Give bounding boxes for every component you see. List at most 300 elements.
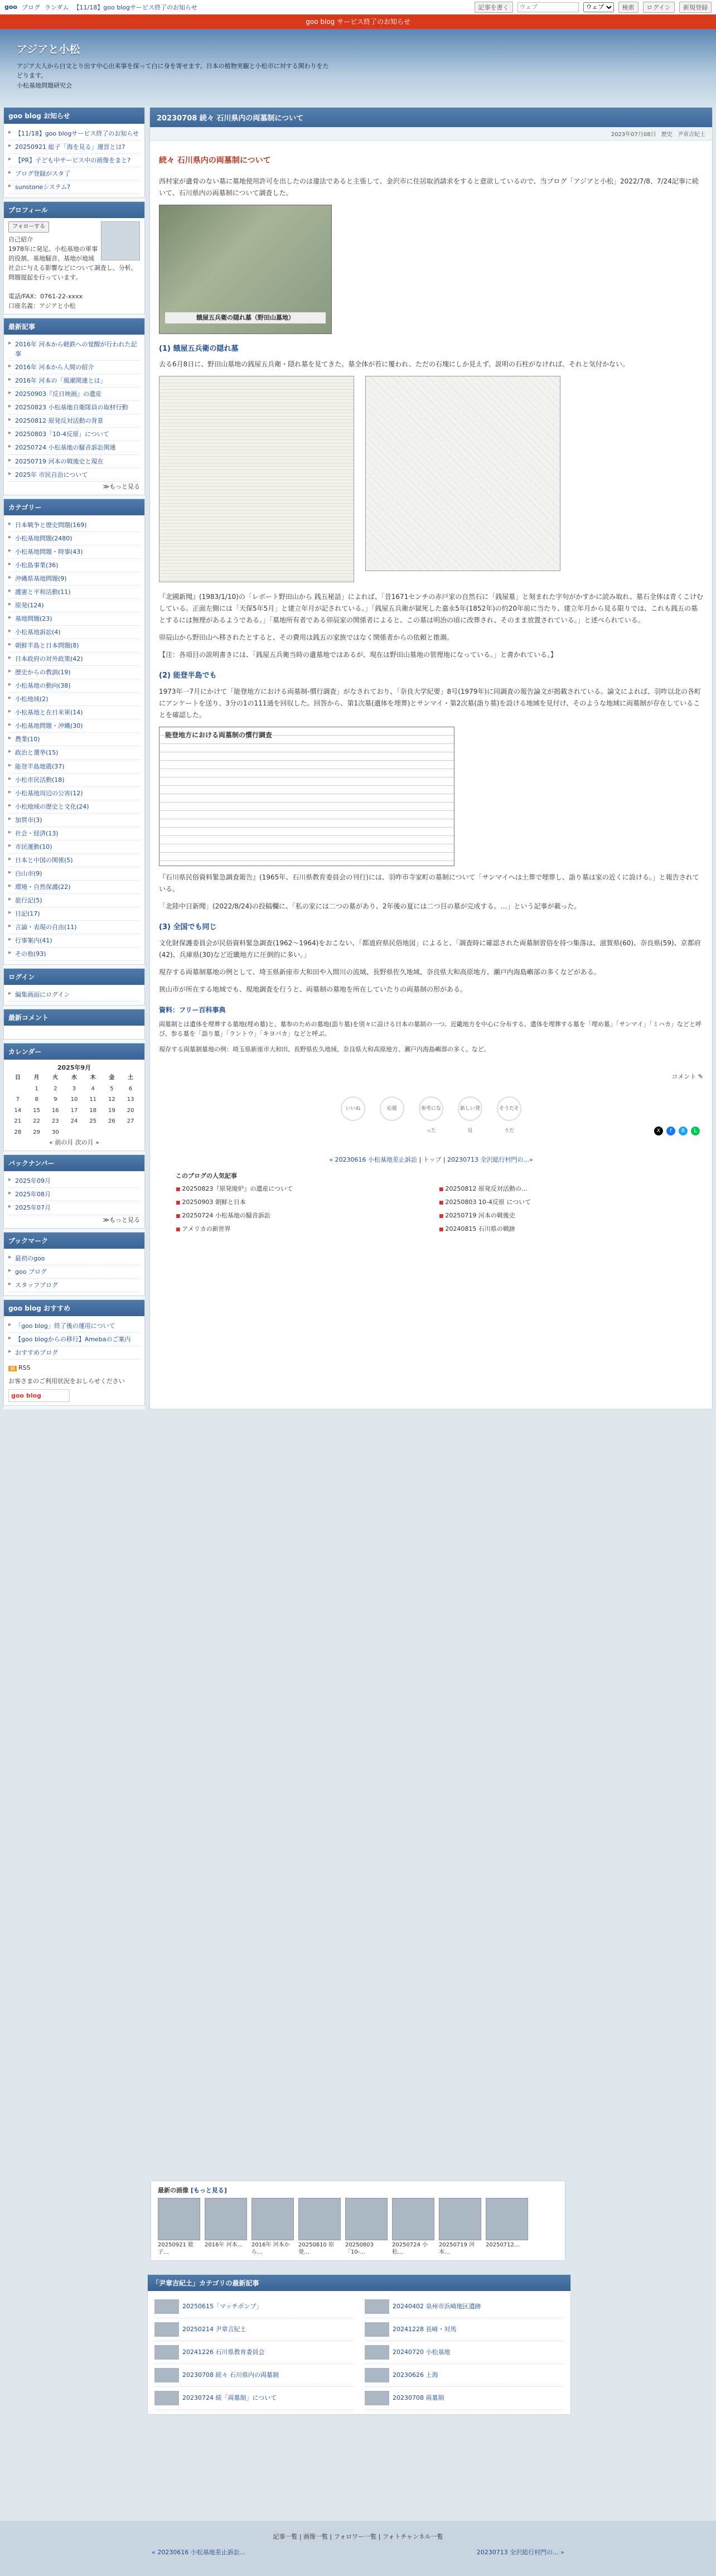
calendar-day[interactable]: 20 bbox=[127, 1107, 134, 1114]
notice-item[interactable] bbox=[8, 167, 140, 181]
popular-item[interactable]: ■ 20250823『原発廃炉』の遺産について bbox=[176, 1183, 423, 1195]
calendar-day[interactable]: 21 bbox=[14, 1118, 22, 1125]
profile-title: プロフィール bbox=[4, 202, 144, 218]
osusume-item-link[interactable]: 「goo blog」終了後の運用について bbox=[15, 1322, 115, 1330]
backnumber-title: バックナンバー bbox=[4, 1155, 144, 1171]
category-item-link[interactable]: 朝鮮半島と日本問題(8) bbox=[15, 642, 79, 650]
category-item[interactable] bbox=[8, 907, 140, 921]
category-thumb bbox=[365, 2345, 389, 2360]
bookmark-item[interactable] bbox=[8, 1252, 140, 1265]
x-share-icon[interactable]: X bbox=[654, 1127, 663, 1135]
calendar-day[interactable]: 22 bbox=[33, 1118, 40, 1125]
service-end-link[interactable]: 【11/18】goo blogサービス終了のお知らせ bbox=[73, 3, 197, 11]
category-item-link[interactable]: 日本政府の対外政策(42) bbox=[15, 655, 83, 663]
recent-thumbs bbox=[158, 2198, 558, 2256]
next-entry-link[interactable]: 20230713 全沢総行村門の...» bbox=[447, 1156, 533, 1163]
recent-thumb[interactable] bbox=[439, 2198, 481, 2256]
category-item[interactable] bbox=[8, 787, 140, 800]
osusume-title: goo blog おすすめ bbox=[4, 1300, 144, 1316]
thumb-image bbox=[205, 2198, 247, 2240]
category-item[interactable] bbox=[8, 800, 140, 814]
calendar-day[interactable]: 24 bbox=[70, 1118, 78, 1125]
notice-item-link[interactable]: 20250921 総子「海を見る」運営とは? bbox=[15, 143, 125, 151]
recent-item-link[interactable]: 20250823 小松基地自衛隊員の取材行動 bbox=[15, 404, 128, 412]
popular-list bbox=[159, 1181, 703, 1236]
category-latest-item[interactable] bbox=[154, 2318, 354, 2341]
category-item[interactable] bbox=[8, 760, 140, 774]
osusume-note[interactable]: お客さまのご利用状況をおしらせください bbox=[8, 1377, 125, 1385]
search-scope-select[interactable] bbox=[583, 2, 614, 12]
calendar-day[interactable]: 18 bbox=[89, 1107, 97, 1114]
category-latest-link[interactable]: 20240720 小松基地 bbox=[393, 2348, 451, 2356]
thumb-caption: 20250719 河本… bbox=[439, 2242, 475, 2255]
footer bbox=[0, 2521, 716, 2576]
calendar-day[interactable]: 17 bbox=[70, 1107, 78, 1114]
thumb-image bbox=[251, 2198, 294, 2240]
entry-paragraph: 現存する両墓制墓地の例として、埼玉県新座市大和田や入間川の流域、長野県佐久地域、奈良県大和高原地方、瀬戸内海島嶼部の多くなどがある。 bbox=[159, 968, 601, 976]
recent-item-link[interactable]: 2016年 河本から軽鉄への覚醒が行われた記事 bbox=[15, 341, 137, 358]
category-item[interactable] bbox=[8, 572, 140, 586]
recent-item[interactable] bbox=[8, 401, 140, 414]
reference-text-2: 現存する両墓制墓地の例：埼玉県新座市大和田、長野県佐久地域、奈良県大和高原地方、瀬戸内海島嶼部の多く、など。 bbox=[159, 1045, 490, 1053]
thumb-image bbox=[392, 2198, 434, 2240]
goo-blog-logo[interactable]: goo blog bbox=[8, 1389, 70, 1402]
reaction-button[interactable]: 参考になった bbox=[419, 1096, 443, 1121]
comment-link[interactable]: コメント ✎ bbox=[671, 1072, 703, 1080]
entry-author[interactable]: 尹章吉紀土 bbox=[678, 132, 705, 138]
popular-item[interactable]: ■ 20240815 石川県の戦跡 bbox=[439, 1224, 686, 1235]
section-heading-2: (2) 能登半島でも bbox=[159, 671, 217, 680]
top-link[interactable]: トップ bbox=[423, 1156, 442, 1163]
category-item[interactable] bbox=[8, 599, 140, 612]
category-item-link[interactable]: 基地問題(23) bbox=[15, 615, 52, 622]
bookmark-item[interactable] bbox=[8, 1279, 140, 1292]
reaction-button[interactable]: そうだそうだ bbox=[497, 1096, 521, 1121]
category-item[interactable] bbox=[8, 532, 140, 545]
osusume-item[interactable] bbox=[8, 1346, 140, 1360]
thumb-caption: 20250724 小松… bbox=[392, 2242, 428, 2255]
category-item[interactable] bbox=[8, 559, 140, 572]
entry-title-bar[interactable]: 20230708 続々 石川県内の両墓制について bbox=[150, 108, 712, 127]
category-item[interactable] bbox=[8, 827, 140, 840]
global-top-bar bbox=[0, 0, 716, 15]
recent-thumb[interactable] bbox=[486, 2198, 528, 2256]
category-thumb bbox=[154, 2391, 179, 2405]
thumb-caption: 20250803 「10-… bbox=[345, 2242, 374, 2255]
osusume-item-link[interactable]: 【goo blogからの移行】Amebaのご案内 bbox=[15, 1335, 131, 1343]
notice-box-title: goo blog お知らせ bbox=[4, 108, 144, 124]
thumb-caption: 20250921 総子… bbox=[158, 2242, 194, 2255]
recent-item[interactable] bbox=[8, 468, 140, 482]
category-item-link[interactable]: 日本戦争と歴史問題(169) bbox=[15, 521, 87, 529]
osusume-item-link[interactable]: おすすめブログ bbox=[15, 1349, 59, 1356]
category-box bbox=[3, 499, 145, 965]
category-latest-link[interactable]: 20241228 長崎・対馬 bbox=[393, 2326, 457, 2333]
blog-title[interactable]: アジアと小松 bbox=[17, 44, 80, 56]
recent-item-link[interactable]: 20250719 河本の戦後史と現在 bbox=[15, 457, 104, 465]
category-item[interactable] bbox=[8, 719, 140, 733]
category-latest-link[interactable]: 20240402 泉州市浜崎地区遺跡 bbox=[393, 2303, 481, 2310]
category-latest-link[interactable]: 20250214 尹章吉紀土 bbox=[182, 2326, 246, 2333]
blog-subtitle: 小松基地問題研究会 bbox=[17, 82, 72, 89]
calendar-day[interactable]: 5 bbox=[110, 1085, 114, 1092]
follow-button[interactable]: フォローする bbox=[8, 221, 49, 233]
popular-item[interactable]: ■ 20250724 小松基地の騒音訴訟 bbox=[176, 1210, 423, 1221]
backnumber-item-link[interactable]: 2025年07月 bbox=[15, 1204, 51, 1212]
category-item[interactable] bbox=[8, 814, 140, 827]
calendar-day[interactable]: 1 bbox=[35, 1085, 38, 1092]
entry-paragraph: 1973年一7月にかけて「能登地方における両墓制-慣行調査」がなされており、「奈良大学紀要」8号(1979年)に同調査の報告論文が掲載されている。論文によれば、羽咋以北の各町にアンケートを送り、3分の1の111通を回収した。回答から、第1次墓(遺体を埋葬)とサンマイ・第2次墓(詣り墓)を設ける地域を見付け、そのような地域に両墓制が存在していることを確認した。 bbox=[159, 688, 702, 719]
category-thumb bbox=[365, 2391, 389, 2405]
notice-item[interactable] bbox=[8, 181, 140, 194]
category-item[interactable] bbox=[8, 666, 140, 679]
line-share-icon[interactable]: L bbox=[691, 1127, 700, 1135]
category-item[interactable] bbox=[8, 519, 140, 532]
recent-thumb[interactable] bbox=[251, 2198, 294, 2256]
calendar-day[interactable]: 13 bbox=[127, 1096, 134, 1103]
bookmark-box bbox=[3, 1232, 145, 1296]
category-item-link[interactable]: 小松市民活動(18) bbox=[15, 776, 65, 784]
calendar-day[interactable]: 4 bbox=[91, 1085, 95, 1092]
section-heading-3: (3) 全国でも同じ bbox=[159, 923, 217, 931]
login-title: ログイン bbox=[4, 969, 144, 985]
bookmark-item-link[interactable]: goo ブログ bbox=[15, 1268, 47, 1275]
category-item-link[interactable]: 小松基地の動向(38) bbox=[15, 682, 71, 690]
category-latest-link[interactable]: 20230626 上海 bbox=[393, 2371, 438, 2379]
notice-item-link[interactable]: 【PR】子ども中サービス中の画像をまと? bbox=[15, 157, 131, 165]
category-item-link[interactable]: 小松島事業(36) bbox=[15, 561, 59, 569]
recent-list bbox=[8, 338, 140, 482]
calendar-day[interactable]: 2 bbox=[54, 1085, 57, 1092]
category-item-link[interactable]: 市民運動(10) bbox=[15, 843, 52, 850]
category-item-link[interactable]: 農業(10) bbox=[15, 736, 40, 743]
calendar-day[interactable]: 11 bbox=[89, 1096, 97, 1103]
calendar-day[interactable]: 9 bbox=[54, 1096, 57, 1103]
calendar-weekday: 木 bbox=[90, 1075, 96, 1081]
category-item[interactable] bbox=[8, 867, 140, 881]
reference-heading: 資料：フリー百科事典 bbox=[159, 1006, 226, 1014]
recent-images-more[interactable]: [もっと見る] bbox=[190, 2187, 227, 2194]
thumb-caption: 2016年 河本から… bbox=[251, 2242, 290, 2255]
category-item[interactable] bbox=[8, 854, 140, 867]
category-item[interactable] bbox=[8, 653, 140, 666]
profile-box bbox=[3, 201, 145, 315]
calendar-day[interactable] bbox=[121, 1127, 140, 1138]
category-item[interactable] bbox=[8, 948, 140, 961]
popular-item[interactable]: ■ アメリカの新世界 bbox=[176, 1224, 423, 1235]
category-item[interactable] bbox=[8, 840, 140, 854]
category-item[interactable] bbox=[8, 586, 140, 599]
category-latest-link[interactable]: 20230708 続々 石川県内の両墓制 bbox=[182, 2371, 279, 2379]
category-item[interactable] bbox=[8, 545, 140, 559]
category-item[interactable] bbox=[8, 894, 140, 907]
recent-item-link[interactable]: 20250812 原発反対活動の背景 bbox=[15, 417, 104, 425]
category-item-link[interactable]: 社会・経済(13) bbox=[15, 829, 59, 837]
login-button[interactable]: ログイン bbox=[643, 2, 675, 13]
recent-title: 最新記事 bbox=[4, 318, 144, 335]
category-item-link[interactable]: 白山市(9) bbox=[15, 869, 42, 877]
calendar-nav[interactable]: « 前の月 次の月 » bbox=[49, 1139, 99, 1147]
thumb-image bbox=[298, 2198, 341, 2240]
popular-item[interactable]: ■ 20250803 10-4反原 について bbox=[439, 1197, 686, 1208]
category-latest-item[interactable] bbox=[365, 2364, 564, 2387]
category-item-link[interactable]: 沖縄県基地問題(9) bbox=[15, 574, 67, 582]
category-item[interactable] bbox=[8, 679, 140, 693]
recent-more-link[interactable]: ≫もっと見る bbox=[103, 482, 140, 490]
category-item-link[interactable]: 能登半島地震(37) bbox=[15, 762, 65, 770]
notice-box bbox=[3, 107, 145, 198]
recent-images-block bbox=[151, 2181, 565, 2261]
category-item-link[interactable]: 小松基地問題(2480) bbox=[15, 534, 72, 542]
reaction-button[interactable]: 新しい発見 bbox=[458, 1096, 482, 1121]
calendar-day[interactable] bbox=[103, 1127, 122, 1138]
recent-box bbox=[3, 318, 145, 495]
recent-item[interactable] bbox=[8, 441, 140, 455]
survey-table-image bbox=[159, 727, 454, 866]
category-latest-item[interactable] bbox=[365, 2341, 564, 2364]
reaction-button[interactable]: いいね bbox=[341, 1096, 365, 1121]
signup-button[interactable]: 新規登録 bbox=[679, 2, 712, 13]
category-item-link[interactable]: その他(93) bbox=[15, 950, 46, 958]
category-latest-item[interactable] bbox=[154, 2364, 354, 2387]
newspaper-clipping-image bbox=[159, 376, 354, 582]
category-latest-link[interactable]: 20230708 両墓制 bbox=[393, 2394, 444, 2401]
reaction-button[interactable]: 応援 bbox=[380, 1096, 404, 1121]
recent-item[interactable] bbox=[8, 374, 140, 388]
osusume-box bbox=[3, 1299, 145, 1406]
category-item-link[interactable]: 日記(17) bbox=[15, 910, 40, 918]
backnumber-item[interactable] bbox=[8, 1175, 140, 1188]
category-item[interactable] bbox=[8, 639, 140, 653]
thumb-image bbox=[345, 2198, 388, 2240]
rss-link[interactable]: ▤ RSS bbox=[8, 1363, 140, 1373]
calendar-day[interactable]: 6 bbox=[128, 1085, 133, 1092]
pencil-icon: ✎ bbox=[698, 1072, 703, 1080]
category-item[interactable] bbox=[8, 746, 140, 760]
category-item-link[interactable]: 小松基地と在日米軍(14) bbox=[15, 709, 83, 717]
calendar-day[interactable]: 14 bbox=[14, 1107, 22, 1114]
category-item[interactable] bbox=[8, 706, 140, 719]
backnumber-list bbox=[8, 1175, 140, 1215]
category-title: カテゴリー bbox=[4, 499, 144, 515]
bookmark-item-link[interactable]: スタッフブログ bbox=[15, 1281, 58, 1289]
recent-comment-title: 最新コメント bbox=[4, 1009, 144, 1026]
popular-title: このブログの人気記事 bbox=[176, 1172, 237, 1180]
calendar-day[interactable]: 26 bbox=[108, 1118, 115, 1125]
recent-thumb[interactable] bbox=[158, 2198, 200, 2256]
facebook-share-icon[interactable]: f bbox=[666, 1127, 675, 1135]
recent-item-link[interactable]: 2025年 市民自治について bbox=[15, 471, 88, 479]
notice-item-link[interactable]: 【11/18】goo blogサービス終了のお知らせ bbox=[15, 130, 139, 137]
category-item[interactable] bbox=[8, 934, 140, 948]
category-latest-item[interactable] bbox=[154, 2295, 354, 2318]
category-item-link[interactable]: 小松基地問題・時事(43) bbox=[15, 548, 83, 555]
gravestone-photo bbox=[159, 205, 332, 334]
category-item[interactable] bbox=[8, 626, 140, 639]
recent-item[interactable] bbox=[8, 414, 140, 428]
cemetery-map-image bbox=[365, 376, 560, 571]
backnumber-item[interactable] bbox=[8, 1188, 140, 1201]
recent-item-link[interactable]: 2016年 河本の「風潮関連とは」 bbox=[15, 377, 107, 385]
footer-links[interactable]: 記事一覧 | 画像一覧 | フォロワー一覧 | フォトチャンネル一覧 bbox=[273, 2533, 443, 2540]
popular-item[interactable]: ■ 20250719 河本の戦後史 bbox=[439, 1210, 686, 1221]
category-item-link[interactable]: 原発(124) bbox=[15, 601, 44, 609]
entry-date: 2023年07月08日 bbox=[611, 132, 656, 138]
content-wrap bbox=[0, 107, 716, 1409]
random-link[interactable]: ランダム bbox=[45, 3, 69, 11]
category-item[interactable] bbox=[8, 733, 140, 746]
calendar-day[interactable]: 16 bbox=[51, 1107, 59, 1114]
category-item-link[interactable]: 旅行記(5) bbox=[15, 896, 42, 904]
reaction-buttons bbox=[159, 1096, 703, 1134]
category-item-link[interactable]: 小松地域(2) bbox=[15, 695, 49, 703]
search-input[interactable] bbox=[517, 2, 579, 12]
calendar-day[interactable]: 3 bbox=[72, 1085, 76, 1092]
entry-pager: « 20230616 小松基地差止訴訟 | トップ | 20230713 全沢総行村門の...» bbox=[329, 1156, 533, 1163]
category-latest-link[interactable]: 20230724 続「両墓制」について bbox=[182, 2394, 277, 2401]
category-item[interactable] bbox=[8, 612, 140, 626]
backnumber-item-link[interactable]: 2025年09月 bbox=[15, 1177, 51, 1185]
category-item[interactable] bbox=[8, 774, 140, 787]
category-item-link[interactable]: 小松基地問題・沖縄(30) bbox=[15, 722, 83, 730]
blog-description: アジア大人から白文とり出す中心出来事を探って白に身を寄せます。日本の植物実観と小松市に対する関わりをたどります。 bbox=[17, 62, 329, 79]
thumb-caption: 2016年 河本… bbox=[205, 2242, 243, 2248]
recent-thumb[interactable] bbox=[298, 2198, 341, 2256]
category-latest-link[interactable]: 20250615「マッチポンプ」 bbox=[182, 2303, 263, 2310]
bookmark-item[interactable] bbox=[8, 1265, 140, 1279]
thumb-caption: 20250712… bbox=[486, 2242, 520, 2248]
calendar-day[interactable]: 28 bbox=[14, 1129, 22, 1135]
osusume-item[interactable] bbox=[8, 1320, 140, 1333]
category-latest-item[interactable] bbox=[365, 2387, 564, 2410]
category-item-link[interactable]: 政治と選挙(15) bbox=[15, 749, 59, 757]
entry-category[interactable]: 歴史 bbox=[661, 132, 673, 138]
category-thumb bbox=[154, 2299, 179, 2314]
calendar-weekday: 火 bbox=[52, 1075, 59, 1081]
notice-item-link[interactable]: ブログ登録がスタ了 bbox=[15, 170, 70, 178]
calendar-day[interactable]: 15 bbox=[33, 1107, 40, 1114]
recent-comment-box bbox=[3, 1009, 145, 1040]
recent-item-link[interactable]: 20250903『反日映画』の遺産 bbox=[15, 390, 101, 398]
calendar-weekday: 月 bbox=[33, 1075, 40, 1081]
bookmark-title: ブックマーク bbox=[4, 1233, 144, 1249]
recent-item[interactable] bbox=[8, 338, 140, 361]
recent-item-link[interactable]: 20250803「10-4反原」について bbox=[15, 431, 109, 438]
category-item-link[interactable]: 小松基地周辺の公害(12) bbox=[15, 789, 83, 797]
backnumber-item-link[interactable]: 2025年08月 bbox=[15, 1191, 51, 1198]
thumb-image bbox=[439, 2198, 481, 2240]
recent-thumb[interactable] bbox=[392, 2198, 434, 2256]
calendar-day[interactable]: 12 bbox=[108, 1096, 115, 1103]
category-latest-item[interactable] bbox=[365, 2295, 564, 2318]
calendar-day[interactable]: 27 bbox=[127, 1118, 134, 1125]
popular-item[interactable]: ■ 20250812 原発反対活動の… bbox=[439, 1183, 686, 1195]
reference-text: 両墓制とは遺体を埋葬する墓地(埋め墓)と、墓参のための墓地(詣り墓)を別々に設ける日本の墓制の一つ。近畿地方を中心に分布する。遺体を埋葬する墓を「埋め墓」「サンマイ」「ミハカ」などと呼び、参る墓を「詣り墓」「ラントウ」「キヨバカ」などと呼ぶ。 bbox=[159, 1020, 702, 1038]
calendar-day[interactable]: 8 bbox=[35, 1096, 38, 1103]
entry-meta bbox=[150, 127, 712, 141]
backnumber-box bbox=[3, 1154, 145, 1228]
calendar-day[interactable] bbox=[8, 1084, 27, 1095]
category-item-link[interactable]: 小松基地訴訟(4) bbox=[15, 629, 61, 636]
calendar-day[interactable]: 23 bbox=[51, 1118, 59, 1125]
footer-prev-link[interactable]: « 20230616 小松基地差止訴訟... bbox=[152, 2549, 246, 2556]
category-latest-item[interactable] bbox=[154, 2387, 354, 2410]
category-latest-link[interactable]: 20241226 石川県教育委員会 bbox=[182, 2348, 265, 2356]
category-item[interactable] bbox=[8, 921, 140, 934]
category-item-link[interactable]: 言論・表現の自由(11) bbox=[15, 924, 77, 931]
calendar-day[interactable]: 30 bbox=[51, 1129, 59, 1135]
search-button[interactable]: 検索 bbox=[618, 2, 638, 13]
category-list bbox=[8, 519, 140, 961]
recent-thumb[interactable] bbox=[345, 2198, 388, 2256]
category-latest-list bbox=[148, 2291, 570, 2414]
category-latest-item[interactable] bbox=[154, 2341, 354, 2364]
category-item[interactable] bbox=[8, 693, 140, 706]
survey-table-caption: 能登地方における両墓制の慣行調査 bbox=[165, 729, 272, 741]
service-notice-banner[interactable]: goo blog サービス終了のお知らせ bbox=[0, 15, 716, 29]
popular-item[interactable]: ■ 20250903 朝鮮と日本 bbox=[176, 1197, 423, 1208]
category-item-link[interactable]: 加賀市(3) bbox=[15, 816, 42, 824]
notice-item[interactable] bbox=[8, 154, 140, 167]
calendar-day[interactable] bbox=[84, 1127, 103, 1138]
category-item-link[interactable]: 護憲と平和活動(11) bbox=[15, 588, 71, 596]
entry-paragraph: 「北陸中日新聞」(2022/8/24)の投稿欄に、「私の家には二つの墓があり、2年後の夏には二つ目の墓が完成する。…」という記事が載った。 bbox=[159, 902, 581, 910]
calendar-day[interactable] bbox=[65, 1127, 84, 1138]
write-button[interactable]: 記事を書く bbox=[475, 2, 513, 13]
category-item-link[interactable]: 小松地域の歴史と文化(24) bbox=[15, 803, 89, 810]
calendar-day[interactable]: 25 bbox=[89, 1118, 97, 1125]
category-item-link[interactable]: 行事案内(41) bbox=[15, 937, 52, 945]
blog-link[interactable]: ブログ bbox=[22, 3, 40, 11]
entry-paragraph: 西村家が遺骨のない墓に墓地使用許可を出したのは違法であると主張して、金沢市に住居取消請求をすると意欲しているので、当ブログ「アジアと小松」2022/7/8、7/24記事に続いて、石川県内の両墓制について調査した。 bbox=[159, 177, 699, 197]
category-item-link[interactable]: 環境・自然保護(22) bbox=[15, 883, 71, 891]
osusume-item[interactable] bbox=[8, 1333, 140, 1346]
calendar-month: 2025年9月 bbox=[57, 1064, 91, 1072]
notice-item[interactable] bbox=[8, 141, 140, 154]
recent-item[interactable] bbox=[8, 361, 140, 374]
bookmark-list bbox=[8, 1252, 140, 1292]
recent-item[interactable] bbox=[8, 388, 140, 401]
hatena-share-icon[interactable]: B bbox=[679, 1127, 688, 1135]
thumb-caption: 20250810 原発… bbox=[298, 2242, 335, 2255]
thumb-image bbox=[486, 2198, 528, 2240]
login-link[interactable]: 編集画面にログイン bbox=[15, 991, 70, 999]
calendar-day[interactable]: 19 bbox=[108, 1107, 115, 1114]
recent-item-link[interactable]: 2016年 河本から人間の紹介 bbox=[15, 364, 94, 371]
backnumber-item[interactable] bbox=[8, 1201, 140, 1215]
recent-item-link[interactable]: 20250724 小松基地の騒音訴訟関連 bbox=[15, 444, 116, 452]
category-item-link[interactable]: 日本と中国の関係(5) bbox=[15, 856, 73, 864]
footer-next-link[interactable]: 20230713 全沢総行村門の... » bbox=[476, 2549, 564, 2556]
calendar-day[interactable]: 10 bbox=[70, 1096, 78, 1103]
category-item-link[interactable]: 歴史からの教訓(19) bbox=[15, 669, 71, 676]
backnumber-more-link[interactable]: ≫もっと見る bbox=[103, 1216, 140, 1224]
prev-entry-link[interactable]: « 20230616 小松基地差止訴訟 bbox=[329, 1156, 417, 1163]
notice-item[interactable] bbox=[8, 127, 140, 141]
bookmark-item-link[interactable]: 最初のgoo bbox=[15, 1254, 45, 1262]
category-item[interactable] bbox=[8, 881, 140, 894]
entry-paragraph: 卯辰山から野田山へ移されたとすると、その費用は銭五の家族ではなく関係者からの依頼と推測。 bbox=[159, 634, 454, 642]
calendar-day[interactable]: 7 bbox=[16, 1096, 20, 1103]
recent-item[interactable] bbox=[8, 455, 140, 468]
recent-thumb[interactable] bbox=[205, 2198, 247, 2256]
category-latest-item[interactable] bbox=[365, 2318, 564, 2341]
notice-item-link[interactable]: sunstoneシステム? bbox=[15, 183, 70, 191]
goo-logo[interactable]: goo bbox=[4, 3, 17, 11]
recent-item[interactable] bbox=[8, 428, 140, 441]
calendar-day[interactable]: 29 bbox=[33, 1129, 40, 1135]
entry-paragraph: 文化財保護委員会が民俗資料緊急調査(1962〜1964)をおこない、「都道府県民俗地図」によると、「調査時に確認された両墓制習俗を持つ集落は、滋賀県(60)、奈良県(59)、京都府(42)、兵庫県(30)など近畿地方に圧倒的に多い。」 bbox=[159, 939, 701, 959]
